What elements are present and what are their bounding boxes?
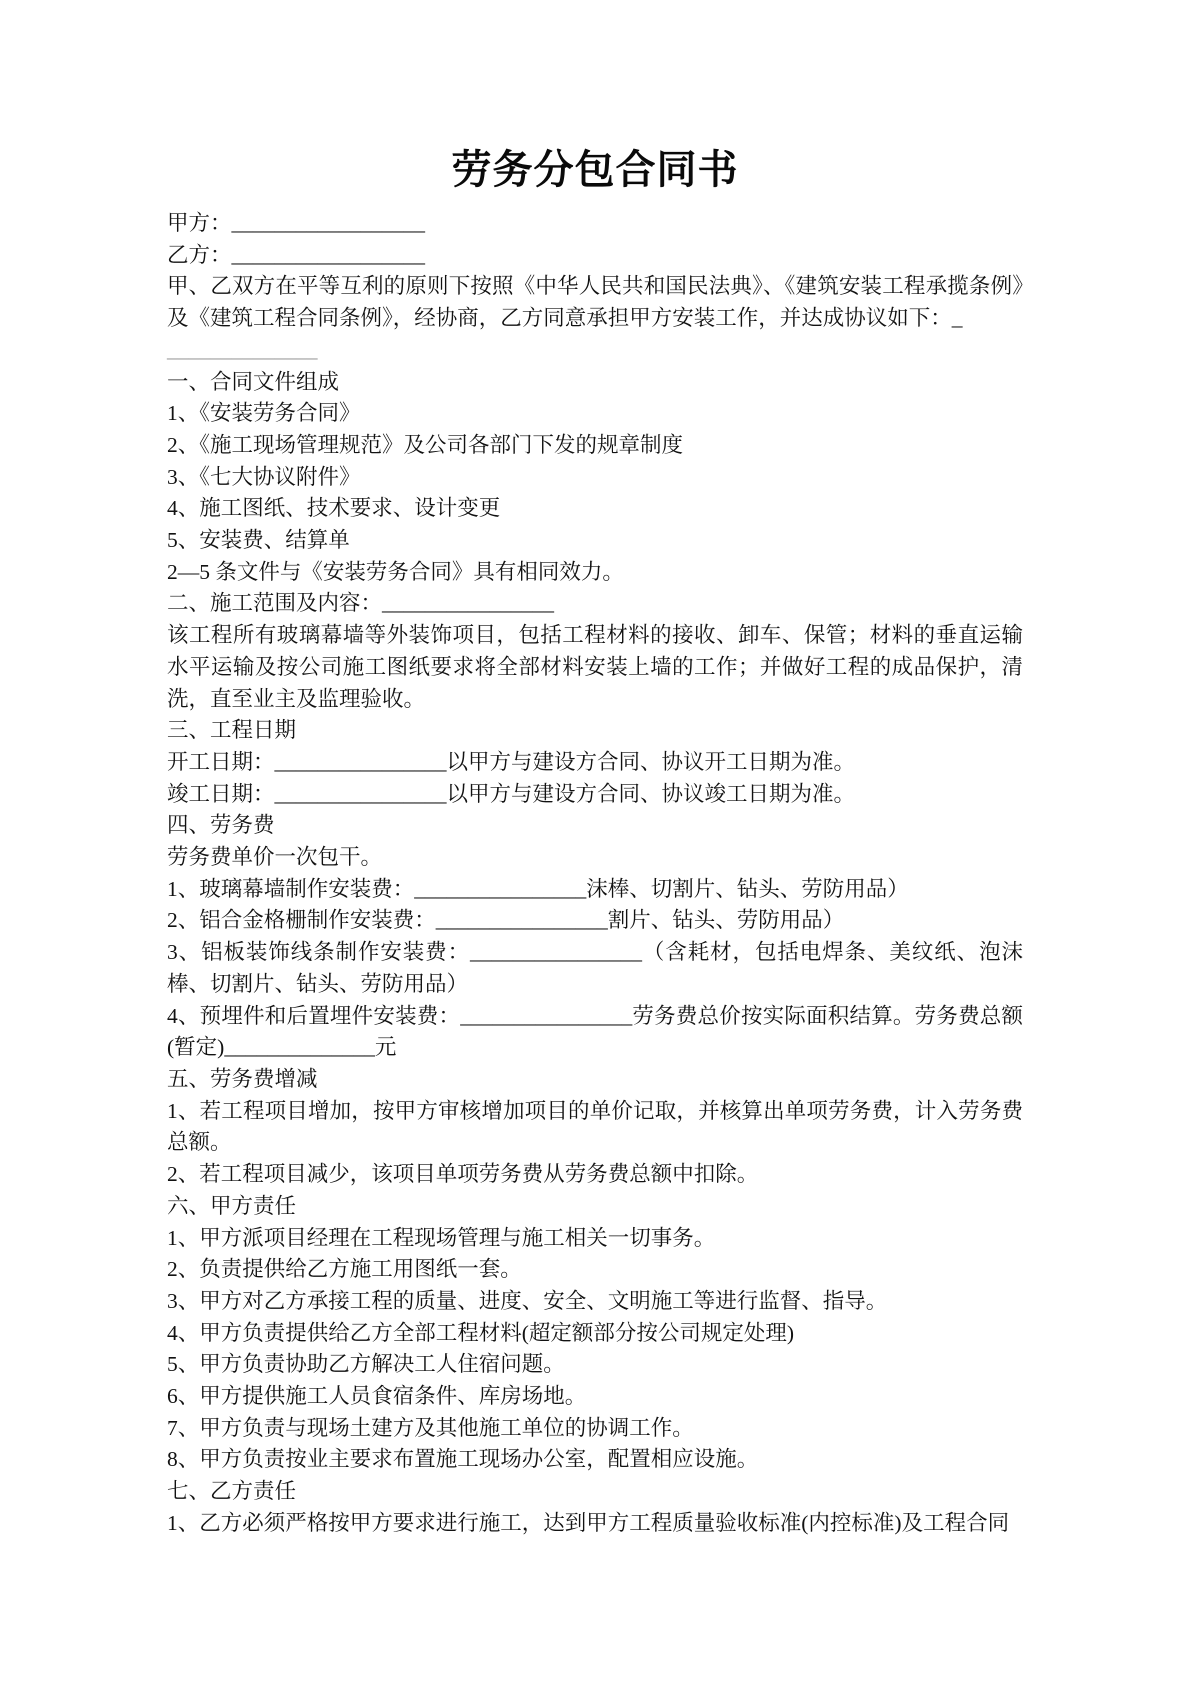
- section-1-item-3: 3、《七大协议附件》: [167, 464, 361, 489]
- section-4-item-3: 3、铝板装饰线条制作安装费：________________（含耗材，包括电焊条、美纹纸、泡沫棒、切割片、钻头、劳防用品）: [167, 940, 1023, 996]
- section-4-item-4: 4、预埋件和后置埋件安装费：________________劳务费总价按实际面积结算。劳务费总额(暂定)______________元: [167, 1003, 1023, 1060]
- section-4-item-1: 1、玻璃幕墙制作安装费：________________沫棒、切割片、钻头、劳防用品）: [167, 876, 909, 901]
- section-5-heading: 五、劳务费增减: [167, 1066, 318, 1091]
- section-2-body: 该工程所有玻璃幕墙等外装饰项目，包括工程材料的接收、卸车、保管；材料的垂直运输水平运输及按公司施工图纸要求将全部材料安装上墙的工作；并做好工程的成品保护，清洗，直至业主及监理验收。: [167, 623, 1023, 711]
- section-6-heading: 六、甲方责任: [167, 1193, 297, 1218]
- section-6-item-2: 2、负责提供给乙方施工用图纸一套。: [167, 1257, 522, 1282]
- start-date-line: 开工日期：________________以甲方与建设方合同、协议开工日期为准。: [167, 749, 856, 774]
- document-title: 劳务分包合同书: [451, 147, 739, 192]
- section-1-heading: 一、合同文件组成: [167, 369, 340, 394]
- section-1-item-2: 2、《施工现场管理规范》及公司各部门下发的规章制度: [167, 432, 684, 457]
- section-6-item-5: 5、甲方负责协助乙方解决工人住宿问题。: [167, 1352, 565, 1377]
- section-4-intro: 劳务费单价一次包干。: [167, 845, 383, 870]
- section-1-note: 2—5 条文件与《安装劳务合同》具有相同效力。: [167, 559, 624, 584]
- section-6-item-1: 1、甲方派项目经理在工程现场管理与施工相关一切事务。: [167, 1225, 716, 1250]
- section-6-item-4: 4、甲方负责提供给乙方全部工程材料(超定额部分按公司规定处理): [167, 1320, 795, 1345]
- blank-fill-line: ______________: [167, 337, 318, 362]
- section-6-item-8: 8、甲方负责按业主要求布置施工现场办公室，配置相应设施。: [167, 1447, 759, 1472]
- party-b-line: 乙方：__________________: [167, 242, 426, 267]
- completion-date-line: 竣工日期：________________以甲方与建设方合同、协议竣工日期为准。: [167, 781, 856, 806]
- section-6-item-3: 3、甲方对乙方承接工程的质量、进度、安全、文明施工等进行监督、指导。: [167, 1288, 888, 1313]
- section-7-item-1: 1、乙方必须严格按甲方要求进行施工，达到甲方工程质量验收标准(内控标准)及工程合同: [167, 1510, 1010, 1535]
- section-5-item-2: 2、若工程项目减少，该项目单项劳务费从劳务费总额中扣除。: [167, 1162, 759, 1187]
- section-2-heading: 二、施工范围及内容：________________: [167, 591, 555, 616]
- section-4-heading: 四、劳务费: [167, 813, 275, 838]
- section-3-heading: 三、工程日期: [167, 718, 297, 743]
- section-5-item-1: 1、若工程项目增加，按甲方审核增加项目的单价记取，并核算出单项劳务费，计入劳务费总额。: [167, 1098, 1023, 1155]
- section-6-item-6: 6、甲方提供施工人员食宿条件、库房场地。: [167, 1384, 587, 1409]
- section-1-item-4: 4、施工图纸、技术要求、设计变更: [167, 496, 501, 521]
- section-4-item-2: 2、铝合金格栅制作安装费：________________割片、钻头、劳防用品）: [167, 908, 845, 933]
- preamble-paragraph: 甲、乙双方在平等互利的原则下按照《中华人民共和国民法典》、《建筑安装工程承揽条例》及《建筑工程合同条例》，经协商，乙方同意承担甲方安装工作，并达成协议如下：_: [167, 274, 1023, 331]
- section-1-item-5: 5、安装费、结算单: [167, 528, 350, 553]
- section-7-heading: 七、乙方责任: [167, 1479, 297, 1504]
- party-a-line: 甲方：__________________: [167, 211, 426, 235]
- section-1-item-1: 1、《安装劳务合同》: [167, 401, 361, 426]
- section-6-item-7: 7、甲方负责与现场土建方及其他施工单位的协调工作。: [167, 1415, 694, 1440]
